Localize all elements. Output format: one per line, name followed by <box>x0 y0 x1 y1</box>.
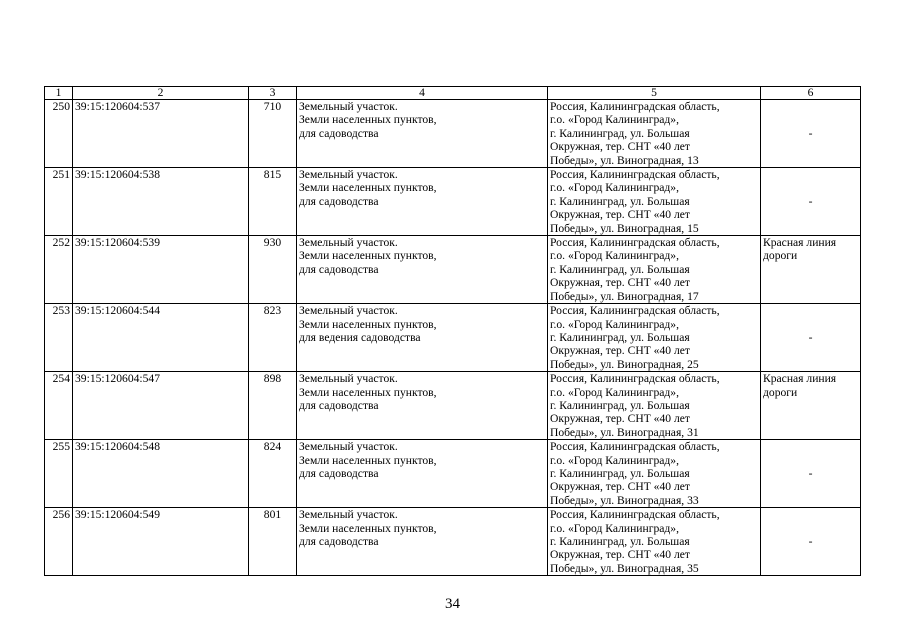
address-cell <box>548 168 761 236</box>
description-cell <box>297 372 548 440</box>
description-cell-text: Земельный участок. Земли населенных пунктов, для садоводства <box>299 508 437 548</box>
note-cell <box>761 372 861 440</box>
area-cell-text: 801 <box>263 508 282 522</box>
description-cell-text: Земельный участок. Земли населенных пунктов, для ведения садоводства <box>299 304 437 344</box>
col-header-1: 1 <box>45 87 73 100</box>
area-cell-text: 815 <box>263 168 282 182</box>
address-cell <box>548 304 761 372</box>
address-cell-text: Россия, Калининградская область, г.о. «Город Калининград», г. Калининград, ул. Большая Окружная, тер. СНТ «40 лет Победы», ул. Виноградная, 13 <box>550 100 720 167</box>
note-cell-text: - <box>808 466 813 480</box>
cadastral-number-cell <box>73 168 249 236</box>
area-cell <box>249 100 297 168</box>
address-cell <box>548 372 761 440</box>
table-row <box>45 304 861 372</box>
description-cell <box>297 508 548 576</box>
area-cell <box>249 440 297 508</box>
note-cell <box>761 236 861 304</box>
table-row <box>45 372 861 440</box>
address-cell-text: Россия, Калининградская область, г.о. «Город Калининград», г. Калининград, ул. Большая Окружная, тер. СНТ «40 лет Победы», ул. Виноградная, 35 <box>550 508 720 575</box>
cadastral-number-cell <box>73 508 249 576</box>
area-cell <box>249 236 297 304</box>
description-cell-text: Земельный участок. Земли населенных пунктов, для садоводства <box>299 372 437 412</box>
col-header-6: 6 <box>761 87 861 100</box>
cadastral-number-cell-text: 39:15:120604:548 <box>75 440 161 454</box>
cadastral-number-cell <box>73 100 249 168</box>
address-cell-text: Россия, Калининградская область, г.о. «Город Калининград», г. Калининград, ул. Большая Окружная, тер. СНТ «40 лет Победы», ул. Виноградная, 31 <box>550 372 720 439</box>
note-cell-text: Красная линия дороги <box>763 372 837 399</box>
description-cell <box>297 440 548 508</box>
cadastral-number-cell-text: 39:15:120604:538 <box>75 168 161 182</box>
row-number-cell <box>45 168 73 236</box>
area-cell-text: 824 <box>263 440 282 454</box>
row-number-cell <box>45 508 73 576</box>
row-number-cell <box>45 100 73 168</box>
note-cell <box>761 440 861 508</box>
col-header-3: 3 <box>249 87 297 100</box>
row-number-cell <box>45 236 73 304</box>
address-cell <box>548 508 761 576</box>
description-cell <box>297 100 548 168</box>
cadastral-number-cell-text: 39:15:120604:539 <box>75 236 161 250</box>
table-row <box>45 168 861 236</box>
col-header-5: 5 <box>548 87 761 100</box>
address-cell <box>548 100 761 168</box>
note-cell <box>761 100 861 168</box>
table-row <box>45 508 861 576</box>
area-cell-text: 898 <box>263 372 282 386</box>
area-cell <box>249 372 297 440</box>
cadastral-number-cell-text: 39:15:120604:544 <box>75 304 161 318</box>
description-cell-text: Земельный участок. Земли населенных пунктов, для садоводства <box>299 440 437 480</box>
col-header-4: 4 <box>297 87 548 100</box>
land-plots-table <box>44 86 861 576</box>
page-number: 34 <box>445 596 460 612</box>
column-number-row <box>45 87 861 100</box>
cadastral-number-cell <box>73 236 249 304</box>
table-row <box>45 440 861 508</box>
address-cell-text: Россия, Калининградская область, г.о. «Город Калининград», г. Калининград, ул. Большая Окружная, тер. СНТ «40 лет Победы», ул. Виноградная, 25 <box>550 304 720 371</box>
row-number-cell-text: 252 <box>52 236 70 250</box>
area-cell-text: 823 <box>263 304 282 318</box>
note-cell <box>761 508 861 576</box>
col-header-2: 2 <box>73 87 249 100</box>
row-number-cell-text: 250 <box>52 100 70 113</box>
row-number-cell-text: 255 <box>52 440 70 454</box>
row-number-cell-text: 254 <box>52 372 70 386</box>
row-number-cell-text: 256 <box>52 508 70 522</box>
note-cell-text: - <box>808 330 813 344</box>
cadastral-number-cell <box>73 440 249 508</box>
address-cell <box>548 236 761 304</box>
note-cell <box>761 304 861 372</box>
row-number-cell-text: 253 <box>52 304 70 318</box>
row-number-cell <box>45 440 73 508</box>
description-cell-text: Земельный участок. Земли населенных пунктов, для садоводства <box>299 168 437 208</box>
note-cell-text: Красная линия дороги <box>763 236 837 263</box>
table-row <box>45 236 861 304</box>
description-cell <box>297 168 548 236</box>
cadastral-number-cell <box>73 304 249 372</box>
address-cell-text: Россия, Калининградская область, г.о. «Город Калининград», г. Калининград, ул. Большая Окружная, тер. СНТ «40 лет Победы», ул. Виноградная, 15 <box>550 168 720 235</box>
cadastral-number-cell-text: 39:15:120604:537 <box>75 100 161 113</box>
row-number-cell <box>45 372 73 440</box>
cadastral-number-cell <box>73 372 249 440</box>
area-cell <box>249 304 297 372</box>
row-number-cell <box>45 304 73 372</box>
area-cell-text: 710 <box>263 100 282 113</box>
table-row <box>45 100 861 168</box>
description-cell-text: Земельный участок. Земли населенных пунктов, для садоводства <box>299 236 437 276</box>
area-cell-text: 930 <box>263 236 282 250</box>
area-cell <box>249 508 297 576</box>
description-cell-text: Земельный участок. Земли населенных пунктов, для садоводства <box>299 100 437 140</box>
note-cell <box>761 168 861 236</box>
cadastral-number-cell-text: 39:15:120604:549 <box>75 508 161 522</box>
row-number-cell-text: 251 <box>52 168 70 182</box>
address-cell-text: Россия, Калининградская область, г.о. «Город Калининград», г. Калининград, ул. Большая Окружная, тер. СНТ «40 лет Победы», ул. Виноградная, 17 <box>550 236 720 303</box>
description-cell <box>297 304 548 372</box>
address-cell <box>548 440 761 508</box>
note-cell-text: - <box>808 535 813 548</box>
note-cell-text: - <box>808 126 813 140</box>
address-cell-text: Россия, Калининградская область, г.о. «Город Калининград», г. Калининград, ул. Большая Окружная, тер. СНТ «40 лет Победы», ул. Виноградная, 33 <box>550 440 720 507</box>
note-cell-text: - <box>808 194 813 208</box>
cadastral-number-cell-text: 39:15:120604:547 <box>75 372 161 386</box>
description-cell <box>297 236 548 304</box>
area-cell <box>249 168 297 236</box>
